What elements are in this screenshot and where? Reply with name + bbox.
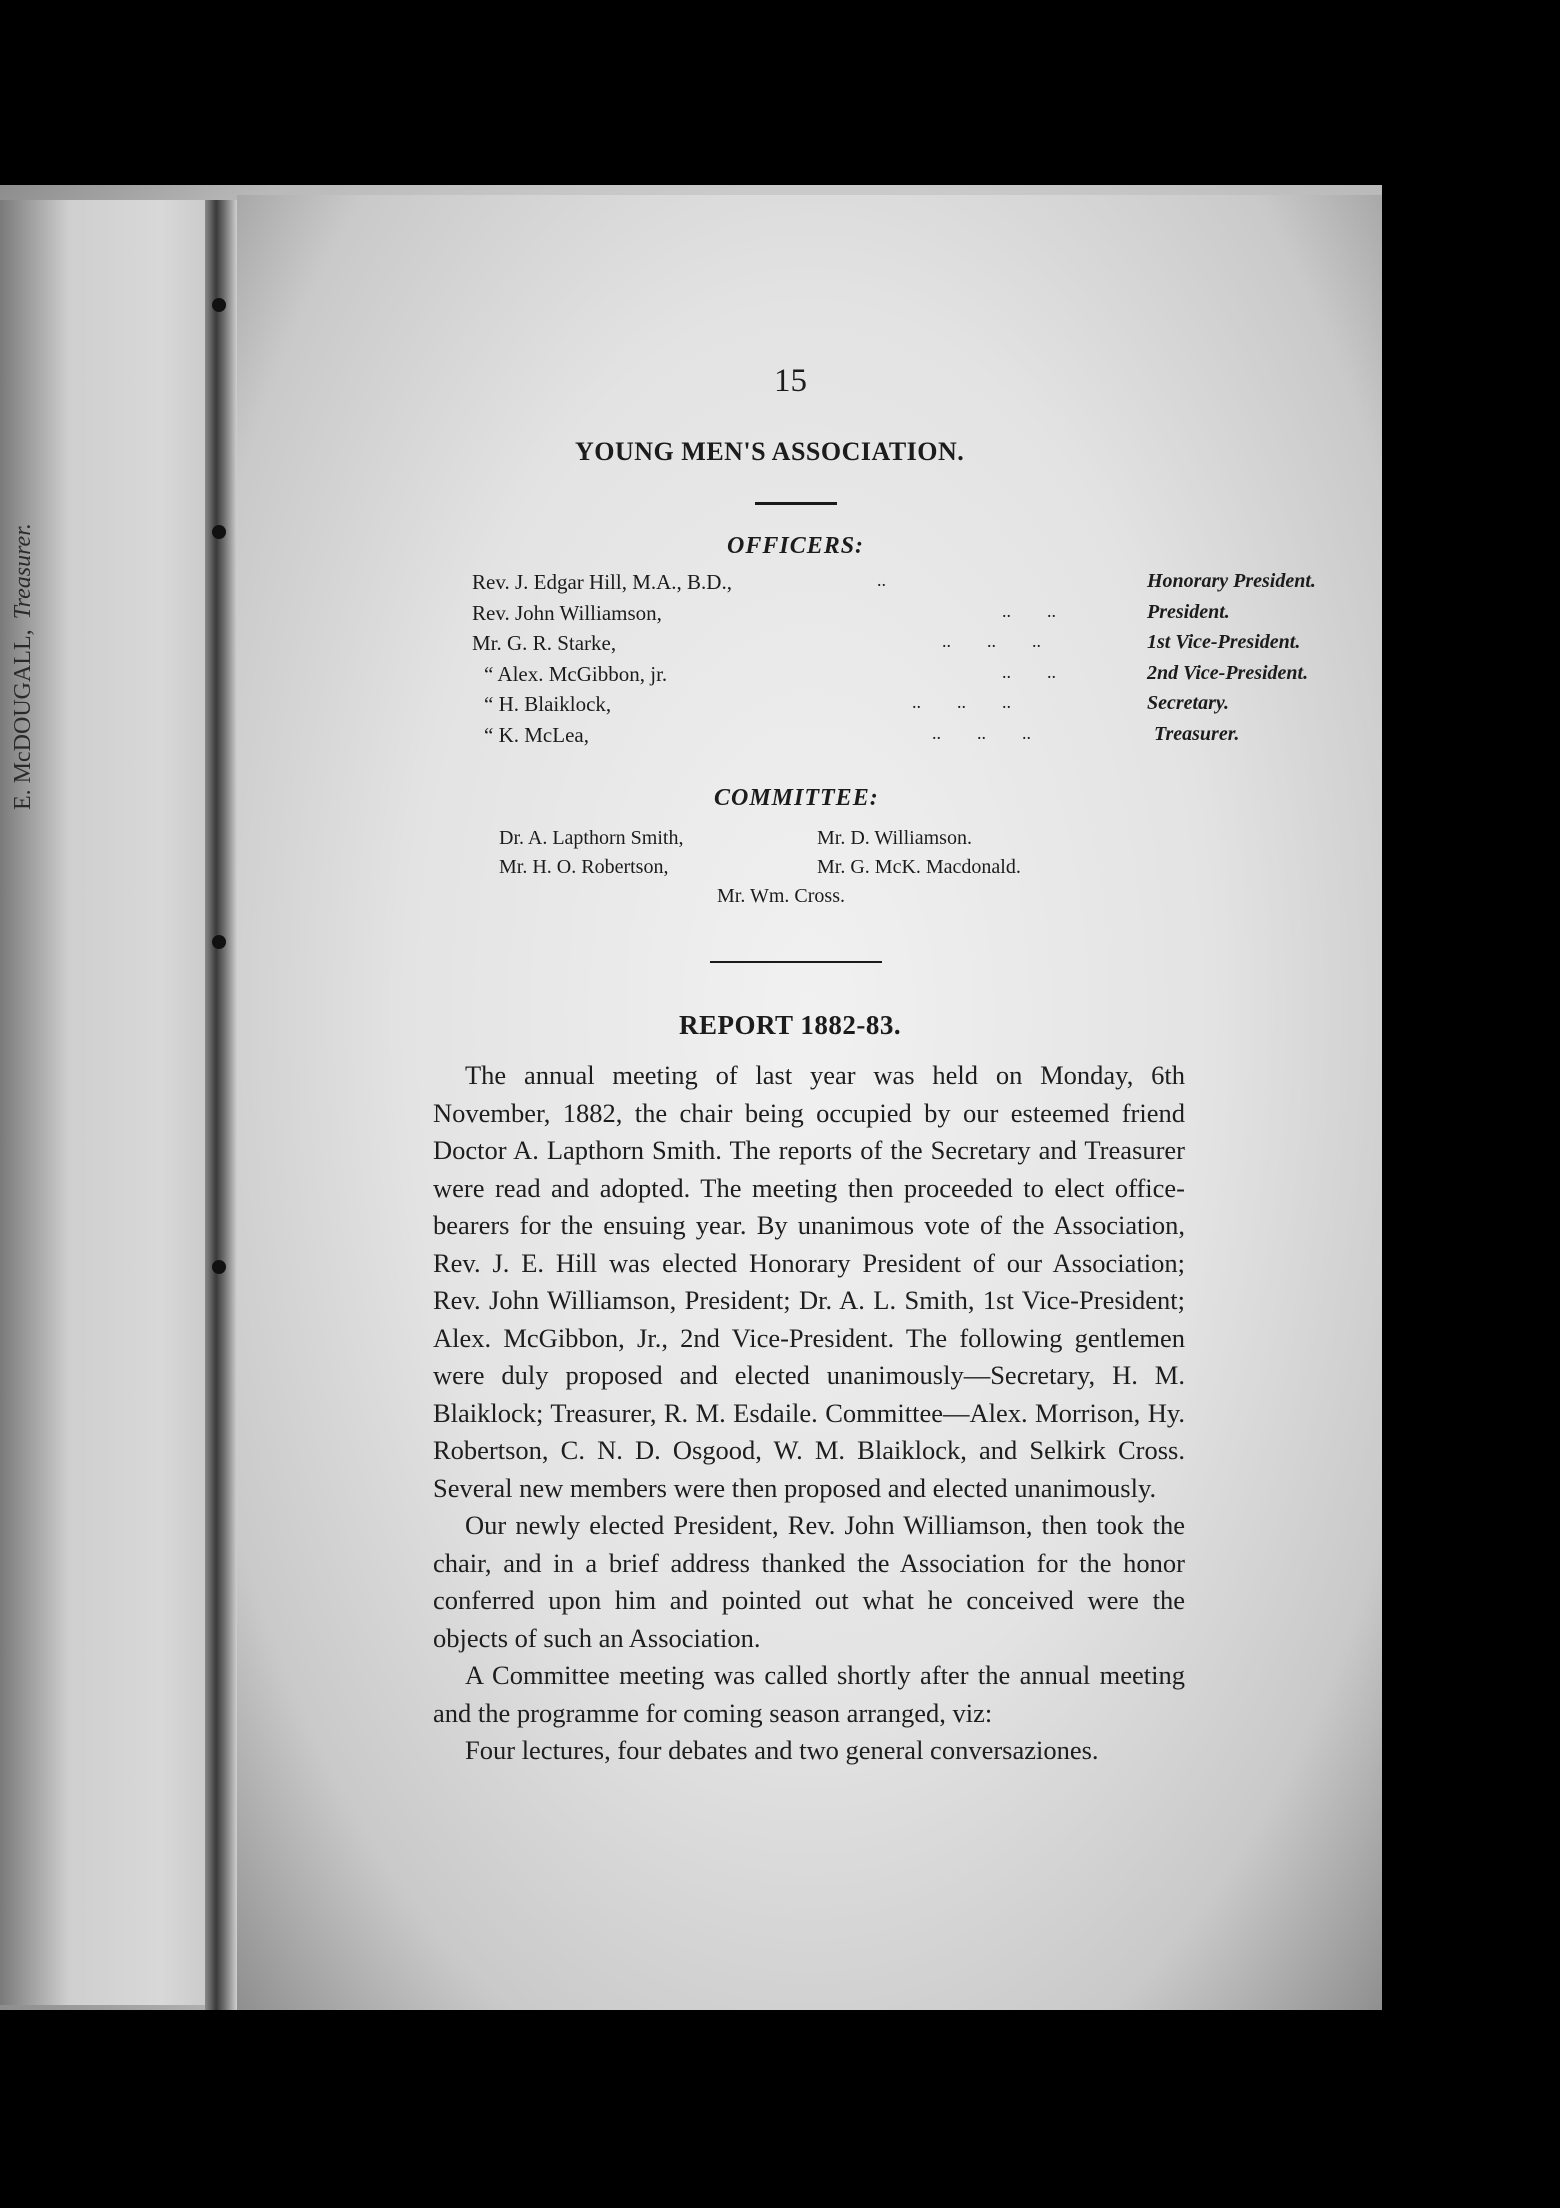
report-paragraph: Four lectures, four debates and two general conversaziones.: [465, 1735, 1099, 1765]
binding-stitch: [212, 298, 226, 312]
officer-title: Honorary President.: [1147, 570, 1316, 592]
officer-title: 1st Vice-President.: [1147, 631, 1301, 653]
officer-row: Rev. J. Edgar Hill, M.A., B.D., .. Honorary President.: [472, 570, 1316, 594]
leader-dots: .. ..: [1002, 600, 1056, 621]
spine-name: E. McDOUGALL,: [10, 629, 36, 810]
spine-role: Treasurer.: [10, 523, 36, 620]
committee-member: Mr. H. O. Robertson,: [499, 856, 669, 878]
officer-name: John Williamson,: [514, 600, 662, 625]
book-gutter: [205, 200, 237, 2010]
officer-row: “ K. McLea, .. .. .. Treasurer.: [484, 722, 1240, 747]
committee-member: Mr. G. McK. Macdonald.: [817, 856, 1021, 878]
page-number: 15: [774, 363, 807, 399]
officer-title: 2nd Vice-President.: [1147, 661, 1309, 684]
report-paragraph: Our newly elected President, Rev. John Williamson, then took the chair, and in a brief address thanked the Association for the honor conferred upon him and pointed out what he conceived were the objects of such an Association.: [433, 1510, 1185, 1653]
committee-member: Mr. D. Williamson.: [817, 827, 972, 849]
officers-list: [472, 570, 1332, 753]
section-heading: YOUNG MEN'S ASSOCIATION.: [575, 437, 965, 466]
officer-row: “ Alex. McGibbon, jr. .. .. 2nd Vice-President.: [484, 661, 1309, 686]
officers-label: OFFICERS:: [727, 533, 865, 559]
officer-row: “ H. Blaiklock, .. .. .. Secretary.: [484, 692, 1230, 716]
officer-name: G. R. Starke,: [507, 631, 617, 655]
officer-name: J. Edgar Hill, M.A., B.D.,: [514, 570, 732, 594]
officer-name: Alex. McGibbon, jr.: [497, 661, 668, 686]
committee-member: Dr. A. Lapthorn Smith,: [499, 827, 684, 849]
officer-title: Secretary.: [1147, 692, 1230, 714]
leader-dots: .. .. ..: [942, 631, 1041, 651]
leader-dots: .. .. ..: [932, 722, 1031, 743]
report-body: [433, 1057, 1185, 1770]
spine-text: [10, 480, 40, 810]
report-paragraph: A Committee meeting was called shortly after the annual meeting and the programme for coming season arranged, viz:: [433, 1660, 1185, 1728]
committee-member: Mr. Wm. Cross.: [717, 885, 845, 907]
officer-row: Mr. G. R. Starke, .. .. .. 1st Vice-President.: [472, 631, 1301, 655]
left-page-edge: [0, 200, 230, 2005]
committee-label: COMMITTEE:: [714, 785, 879, 811]
section-rule: [710, 961, 882, 963]
officer-name: H. Blaiklock,: [498, 692, 612, 716]
heading-rule: [755, 502, 837, 505]
officer-row: Rev. John Williamson, .. .. President.: [472, 601, 1332, 632]
report-title: REPORT 1882-83.: [679, 1010, 902, 1040]
binding-stitch: [212, 525, 226, 539]
leader-dots: .. .. ..: [912, 692, 1011, 712]
leader-dots: ..: [877, 570, 886, 590]
leader-dots: .. ..: [1002, 661, 1056, 682]
report-paragraph: The annual meeting of last year was held on Monday, 6th November, 1882, the chair being occupied by our esteemed friend Doctor A. Lapthorn Smith. The reports of the Secretary and Treasurer were read and adopted. The meeting then proceeded to elect office-bearers for the ensuing year. By unanimous vote of the Association, Rev. J. E. Hill was elected Honorary President of our Association; Rev. John Williamson, President; Dr. A. L. Smith, 1st Vice-President; Alex. McGibbon, Jr., 2nd Vice-President. The following gentlemen were duly proposed and elected unanimously—Secretary, H. M. Blaiklock; Treasurer, R. M. Esdaile. Committee—Alex. Morrison, Hy. Robertson, C. N. D. Osgood, W. M. Blaiklock, and Selkirk Cross. Several new members were then proposed and elected unanimously.: [433, 1060, 1185, 1503]
officer-name: K. McLea,: [498, 722, 589, 747]
binding-stitch: [212, 1260, 226, 1274]
binding-stitch: [212, 935, 226, 949]
officer-title: President.: [1147, 600, 1230, 623]
officer-title: Treasurer.: [1154, 722, 1240, 745]
